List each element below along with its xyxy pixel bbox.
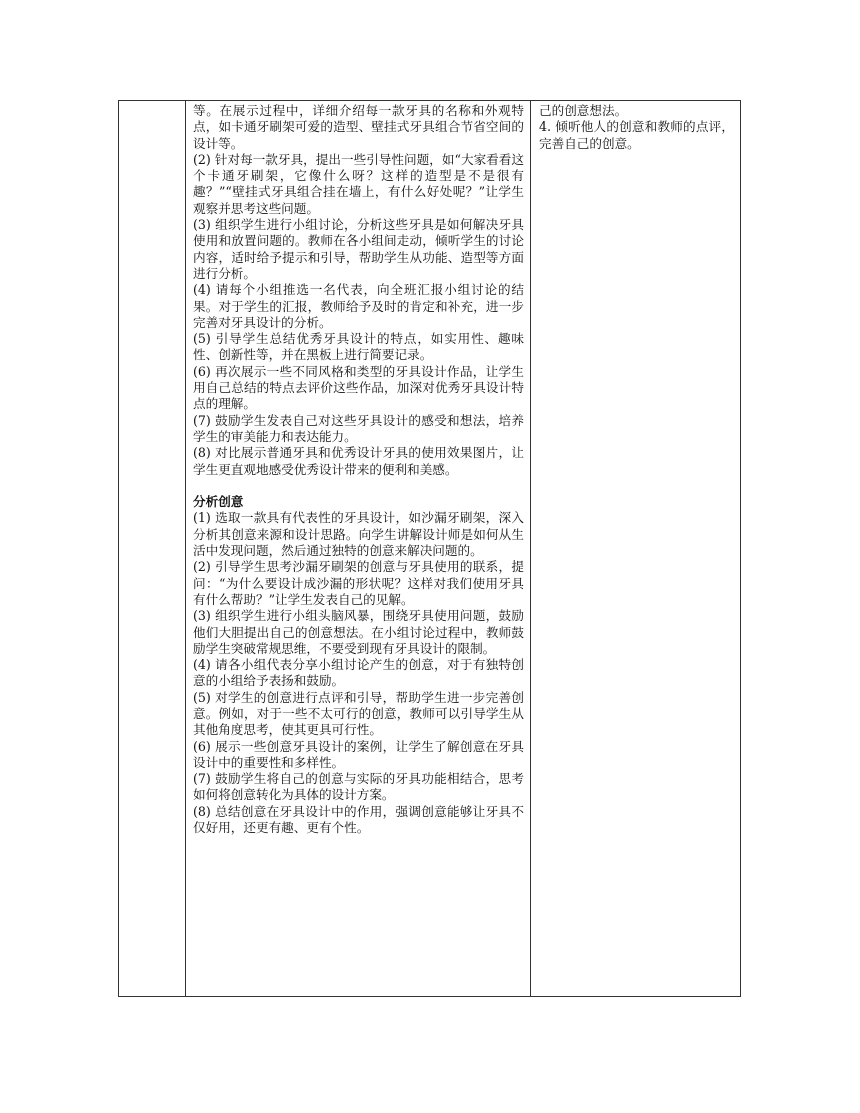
paragraph: (6) 展示一些创意牙具设计的案例，让学生了解创意在牙具设计中的重要性和多样性。	[193, 738, 524, 770]
paragraph: (3) 组织学生进行小组讨论，分析这些牙具是如何解决牙具使用和放置问题的。教师在各小组间走动，倾听学生的讨论内容，适时给予提示和引导，帮助学生从功能、造型等方面进行分析。	[193, 217, 524, 281]
paragraph: (1) 选取一款具有代表性的牙具设计，如沙漏牙刷架，深入分析其创意来源和设计思路。向学生讲解设计师是如何从生活中发现问题，然后通过独特的创意来解决问题的。	[193, 510, 524, 559]
section-heading: 分析创意	[193, 494, 244, 510]
paragraph: 4. 倾听他人的创意和教师的点评，完善自己的创意。	[539, 119, 734, 151]
paragraph: 等。在展示过程中，详细介绍每一款牙具的名称和外观特点，如卡通牙刷架可爱的造型、壁挂式牙具组合节省空间的设计等。	[193, 103, 524, 151]
lesson-table	[118, 100, 741, 997]
paragraph: (8) 总结创意在牙具设计中的作用，强调创意能够让牙具不仅好用，还更有趣、更有个性。	[193, 803, 524, 836]
paragraph: (2) 针对每一款牙具，提出一些引导性问题，如“大家看看这个卡通牙刷架，它像什么呀？这样的造型是不是很有趣？”“壁挂式牙具组合挂在墙上，有什么好处呢？”让学生观察并思考这些问题。	[193, 151, 524, 216]
paragraph: (3) 组织学生进行小组头脑风暴，围绕牙具使用问题，鼓励他们大胆提出自己的创意想法。在小组讨论过程中，教师鼓励学生突破常规思维，不要受到现有牙具设计的限制。	[193, 608, 524, 656]
table-column-teacher-activity	[185, 101, 531, 996]
paragraph: (5) 引导学生总结优秀牙具设计的特点，如实用性、趣味性、创新性等，并在黑板上进行简要记录。	[193, 331, 524, 363]
table-column-student-activity	[531, 101, 740, 996]
paragraph: (5) 对学生的创意进行点评和引导，帮助学生进一步完善创意。例如，对于一些不太可行的创意，教师可以引导学生从其他角度思考，使其更具可行性。	[193, 689, 524, 738]
paragraph: (6) 再次展示一些不同风格和类型的牙具设计作品，让学生用自己总结的特点去评价这些作品，加深对优秀牙具设计特点的理解。	[193, 363, 524, 412]
paragraph: (2) 引导学生思考沙漏牙刷架的创意与牙具使用的联系，提问：“为什么要设计成沙漏的形状呢？这样对我们使用牙具有什么帮助？”让学生发表自己的见解。	[193, 559, 524, 607]
paragraph: (4) 请每个小组推选一名代表，向全班汇报小组讨论的结果。对于学生的汇报，教师给予及时的肯定和补充，进一步完善对牙具设计的分析。	[193, 282, 524, 330]
paragraph: (8) 对比展示普通牙具和优秀设计牙具的使用效果图片，让学生更直观地感受优秀设计带来的便利和美感。	[193, 445, 524, 477]
paragraph: (7) 鼓励学生发表自己对这些牙具设计的感受和想法，培养学生的审美能力和表达能力。	[193, 412, 524, 444]
paragraph: 己的创意想法。	[539, 103, 628, 118]
paragraph: (4) 请各小组代表分享小组讨论产生的创意，对于有独特创意的小组给予表扬和鼓励。	[193, 657, 524, 689]
table-column-stage	[119, 101, 186, 996]
paragraph: (7) 鼓励学生将自己的创意与实际的牙具功能相结合，思考如何将创意转化为具体的设计方案。	[193, 771, 524, 803]
blank-line	[193, 478, 524, 494]
